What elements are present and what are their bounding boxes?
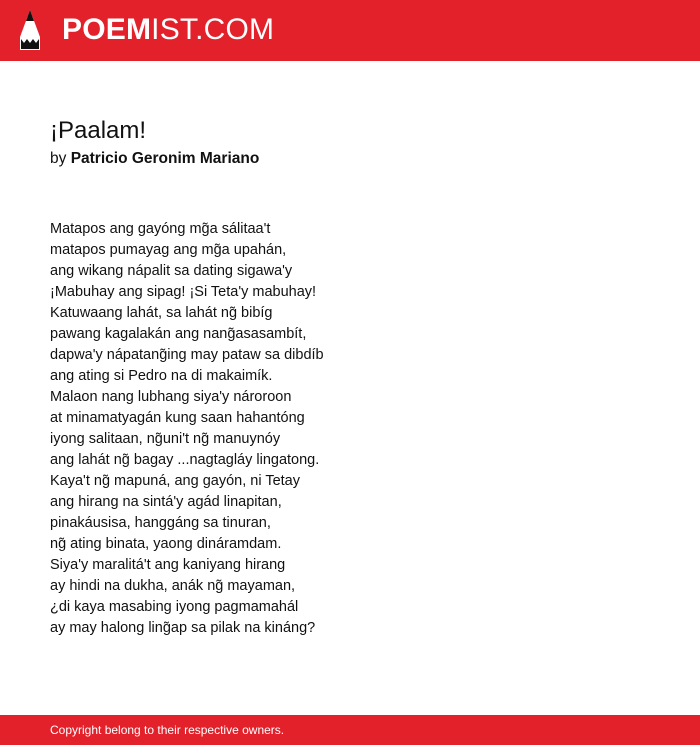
poem-line: ay hindi na dukha, anák ng̃ mayaman,	[50, 578, 296, 594]
brand-light: IST.COM	[151, 13, 275, 46]
poem-line: iyong salitaan, ng̃uni't ng̃ manuynóy	[50, 431, 281, 447]
poem-header	[50, 115, 670, 170]
poem-line: ang lahát ng̃ bagay ...nagtagláy lingatong.	[50, 452, 320, 468]
by-label: by	[50, 150, 67, 167]
poem-line: dapwa'y nápatang̃ing may pataw sa dibdíb	[50, 347, 324, 363]
poem-line: ng̃ ating binata, yaong dináramdam.	[50, 536, 282, 552]
copyright-text: Copyright belong to their respective owners.	[50, 723, 285, 737]
poem-line: Malaon nang lubhang siya'y nároroon	[50, 389, 292, 405]
poem-line: Matapos ang gayóng mg̃a sálitaa't	[50, 221, 271, 237]
site-header	[0, 0, 700, 61]
poem-line: ang ating si Pedro na di makaimík.	[50, 368, 273, 384]
poem-body	[50, 219, 670, 639]
poem-title: ¡Paalam!	[50, 117, 147, 144]
poem-byline	[50, 148, 670, 170]
poem-line: ¿di kaya masabing iyong pagmamahál	[50, 599, 299, 615]
brand-bold: POEM	[62, 13, 152, 46]
poem-line: Siya'y maralitá't ang kaniyang hirang	[50, 557, 286, 573]
poem-line: Kaya't ng̃ mapuná, ang gayón, ni Tetay	[50, 473, 300, 489]
poem-author[interactable]: Patricio Geronim Mariano	[70, 150, 260, 167]
pencil-tip-icon[interactable]	[18, 9, 42, 51]
poem-line: ¡Mabuhay ang sipag! ¡Si Teta'y mabuhay!	[50, 284, 317, 300]
poem-line: ay may halong ling̃ap sa pilak na kináng?	[50, 620, 316, 636]
poem-line: ang wikang nápalit sa dating sigawa'y	[50, 263, 293, 279]
site-logo-text[interactable]	[62, 12, 274, 48]
poem-line: pinakáusisa, hanggáng sa tinuran,	[50, 515, 271, 531]
poem-line: Katuwaang lahát, sa lahát ng̃ bibíg	[50, 305, 273, 321]
poem-line: at minamatyagán kung saan hahantóng	[50, 410, 305, 426]
poem-line: pawang kagalakán ang nang̃asasambít,	[50, 326, 307, 342]
poem-line: matapos pumayag ang mg̃a upahán,	[50, 242, 287, 258]
site-footer	[0, 715, 700, 745]
poem-line: ang hirang na sintá'y agád linapitan,	[50, 494, 282, 510]
